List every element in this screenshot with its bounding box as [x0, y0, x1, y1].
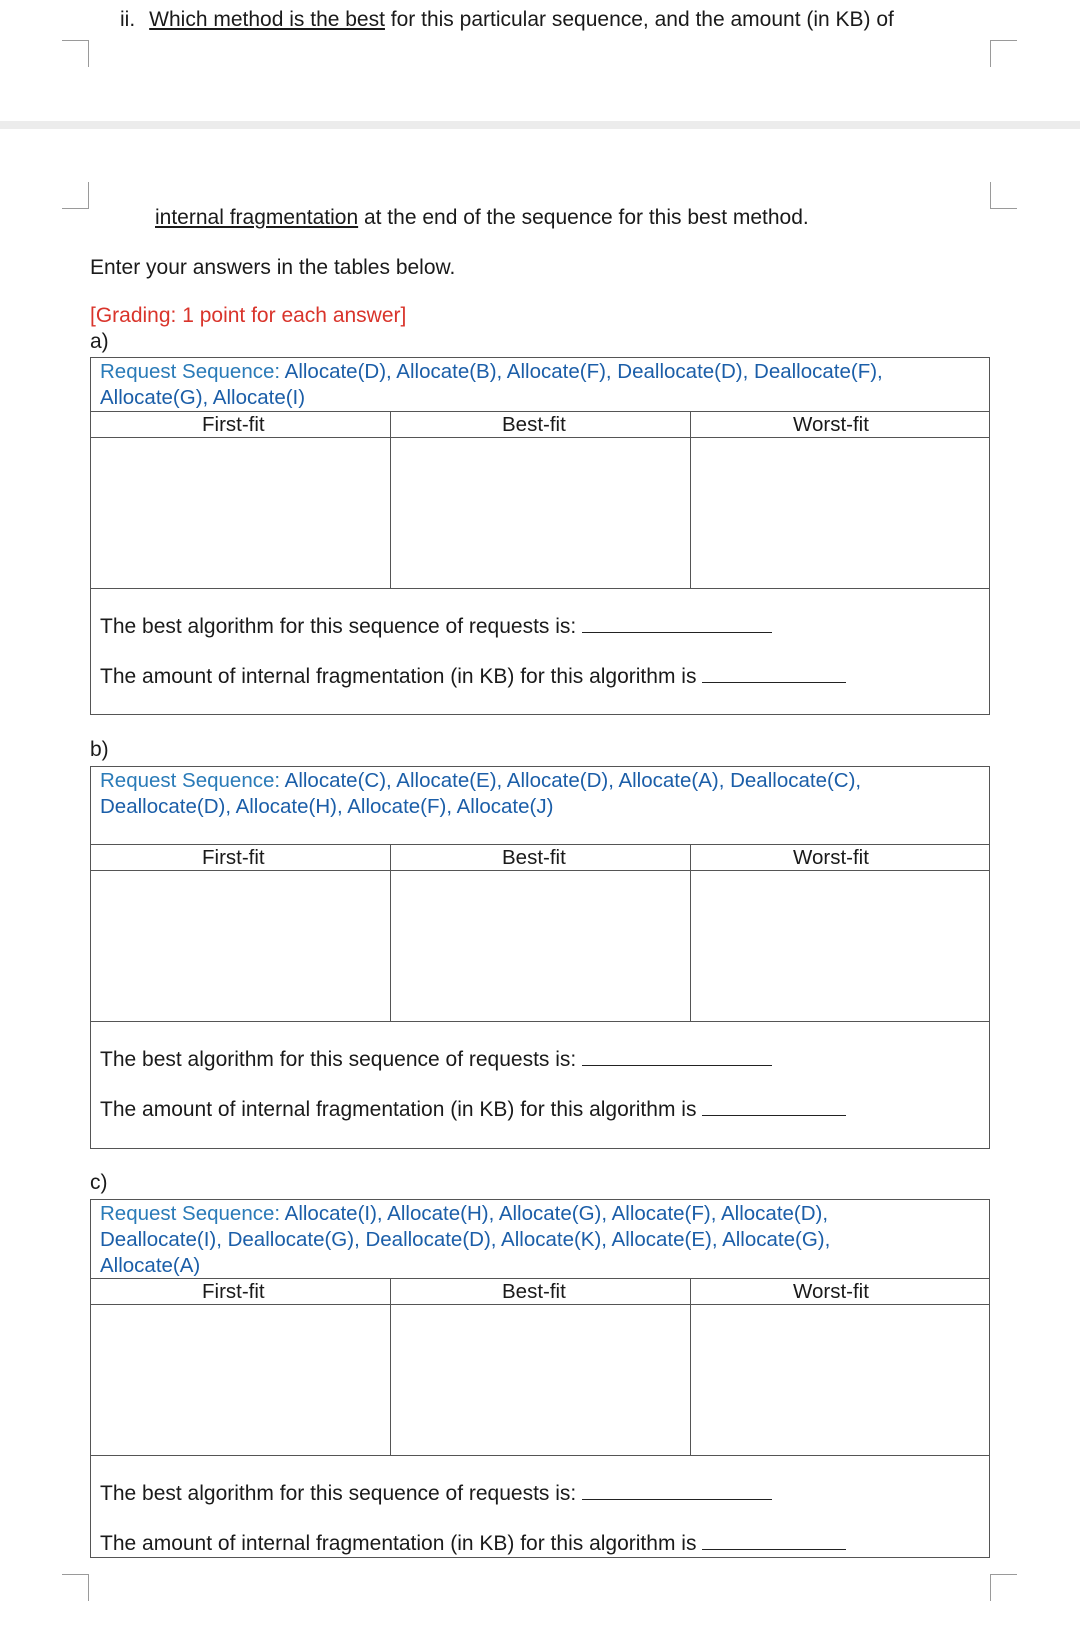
col-worst-fit: Worst-fit — [793, 1280, 869, 1303]
fragmentation-blank[interactable] — [702, 1097, 846, 1116]
question-number: ii. — [120, 8, 136, 31]
fragmentation-line — [100, 1097, 846, 1122]
crop-mark-top-left-2 — [62, 1574, 89, 1601]
best-fit-answer-cell[interactable] — [392, 439, 688, 586]
sequence-prefix: Request Sequence: — [100, 769, 285, 792]
divider — [90, 870, 990, 871]
sequence-ops: Allocate(G), Allocate(I) — [100, 386, 306, 409]
sequence-ops: Deallocate(D), Allocate(H), Allocate(F), Allocate(J) — [100, 795, 554, 818]
part-b-label: b) — [90, 738, 109, 761]
question-emphasis-2: internal fragmentation — [155, 206, 359, 229]
column-divider — [690, 1278, 691, 1455]
instruction: Enter your answers in the tables below. — [90, 256, 456, 279]
crop-mark-top-left — [62, 40, 89, 67]
divider — [90, 1021, 990, 1022]
best-algorithm-label: The best algorithm for this sequence of requests is: — [100, 615, 577, 638]
question-text: for this particular sequence, and the amount (in KB) of — [384, 8, 894, 31]
worst-fit-answer-cell[interactable] — [692, 872, 988, 1019]
first-fit-answer-cell[interactable] — [92, 1306, 388, 1453]
question-emphasis: Which method is the best — [149, 8, 385, 31]
best-algorithm-line — [100, 1481, 772, 1506]
col-worst-fit: Worst-fit — [793, 846, 869, 869]
divider — [90, 588, 990, 589]
best-fit-answer-cell[interactable] — [392, 1306, 688, 1453]
divider — [90, 411, 990, 412]
question-line-2 — [155, 206, 809, 230]
best-algorithm-blank[interactable] — [582, 1047, 772, 1066]
col-first-fit: First-fit — [202, 1280, 265, 1303]
column-divider — [690, 411, 691, 588]
best-fit-answer-cell[interactable] — [392, 872, 688, 1019]
col-best-fit: Best-fit — [502, 1280, 566, 1303]
worst-fit-answer-cell[interactable] — [692, 439, 988, 586]
divider — [90, 437, 990, 438]
page-break — [0, 121, 1080, 129]
column-divider — [390, 844, 391, 1021]
best-algorithm-blank[interactable] — [582, 1481, 772, 1500]
divider — [90, 1304, 990, 1305]
col-first-fit: First-fit — [202, 413, 265, 436]
sequence-prefix: Request Sequence: — [100, 1202, 285, 1225]
best-algorithm-label: The best algorithm for this sequence of requests is: — [100, 1482, 577, 1505]
first-fit-answer-cell[interactable] — [92, 872, 388, 1019]
part-c-label: c) — [90, 1171, 108, 1194]
sequence-ops: Allocate(I), Allocate(H), Allocate(G), Allocate(F), Allocate(D), — [284, 1202, 829, 1225]
part-a-sequence — [100, 359, 883, 411]
fragmentation-blank[interactable] — [702, 1531, 846, 1550]
sequence-ops: Deallocate(I), Deallocate(G), Deallocate(D), Allocate(K), Allocate(E), Allocate(G), — [100, 1228, 831, 1251]
col-first-fit: First-fit — [202, 846, 265, 869]
best-algorithm-line — [100, 1047, 772, 1072]
fragmentation-label: The amount of internal fragmentation (in KB) for this algorithm is — [100, 1532, 697, 1555]
best-algorithm-line — [100, 614, 772, 639]
column-divider — [690, 844, 691, 1021]
question-text-2: at the end of the sequence for this best method. — [358, 206, 809, 229]
sequence-ops: Allocate(C), Allocate(E), Allocate(D), Allocate(A), Deallocate(C), — [284, 769, 862, 792]
crop-mark-bottom-left — [62, 182, 89, 209]
best-algorithm-blank[interactable] — [582, 614, 772, 633]
col-worst-fit: Worst-fit — [793, 413, 869, 436]
worst-fit-answer-cell[interactable] — [692, 1306, 988, 1453]
fragmentation-line — [100, 664, 846, 689]
divider — [90, 844, 990, 845]
part-b-sequence — [100, 768, 861, 820]
crop-mark-top-right — [990, 40, 1017, 67]
col-best-fit: Best-fit — [502, 846, 566, 869]
column-divider — [390, 1278, 391, 1455]
crop-mark-bottom-right — [990, 182, 1017, 209]
fragmentation-label: The amount of internal fragmentation (in KB) for this algorithm is — [100, 665, 697, 688]
part-a-label: a) — [90, 330, 109, 353]
sequence-prefix: Request Sequence: — [100, 360, 285, 383]
question-line-1 — [120, 8, 894, 32]
grading-note: [Grading: 1 point for each answer] — [90, 304, 407, 327]
part-c-sequence — [100, 1201, 830, 1279]
sequence-ops: Allocate(D), Allocate(B), Allocate(F), Deallocate(D), Deallocate(F), — [284, 360, 883, 383]
col-best-fit: Best-fit — [502, 413, 566, 436]
divider — [90, 1455, 990, 1456]
fragmentation-blank[interactable] — [702, 664, 846, 683]
fragmentation-line — [100, 1531, 846, 1556]
column-divider — [390, 411, 391, 588]
first-fit-answer-cell[interactable] — [92, 439, 388, 586]
divider — [90, 1278, 990, 1279]
best-algorithm-label: The best algorithm for this sequence of requests is: — [100, 1048, 577, 1071]
sequence-ops: Allocate(A) — [100, 1254, 201, 1277]
fragmentation-label: The amount of internal fragmentation (in KB) for this algorithm is — [100, 1098, 697, 1121]
crop-mark-top-right-2 — [990, 1574, 1017, 1601]
